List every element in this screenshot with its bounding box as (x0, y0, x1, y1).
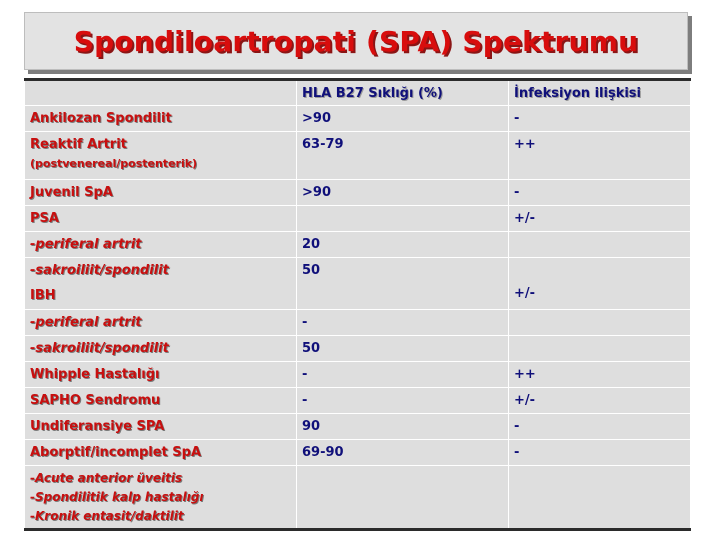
table-row (25, 388, 691, 414)
row-hla: 50 (297, 258, 509, 310)
row-hla: >90 (297, 180, 509, 206)
row-subtitle: IBH (30, 288, 56, 303)
row-hla: 20 (297, 232, 509, 258)
row-hla (297, 206, 509, 232)
table-row (25, 440, 691, 466)
slide-title: Spondiloartropati (SPA) Spektrumu (73, 25, 639, 58)
row-infection: +/- (509, 206, 691, 232)
table-row (25, 180, 691, 206)
table-row (25, 336, 691, 362)
row-infection: ++ (509, 362, 691, 388)
row-hla: 50 (297, 336, 509, 362)
row-infection: - (509, 106, 691, 132)
row-name: PSA (25, 206, 297, 232)
row-infection: - (509, 440, 691, 466)
table-row (25, 310, 691, 336)
row-name: -sakroiliit/spondilit (30, 263, 169, 278)
table-row (25, 106, 691, 132)
row-name: Whipple Hastalığı (25, 362, 297, 388)
row-name: Undiferansiye SPA (25, 414, 297, 440)
spa-table (24, 78, 690, 531)
row-infection: +/- (509, 388, 691, 414)
row-infection (509, 310, 691, 336)
header-infection: İnfeksiyon ilişkisi (509, 80, 691, 106)
table-row (25, 466, 691, 530)
header-cell-empty (25, 80, 297, 106)
row-infection: - (509, 414, 691, 440)
row-subtitle: (postvenereal/postenterik) (30, 157, 198, 170)
row-hla: - (297, 388, 509, 414)
row-name-cell (25, 258, 297, 310)
row-infection (509, 232, 691, 258)
header-hla-b27: HLA B27 Sıklığı (%) (297, 80, 509, 106)
row-infection (509, 336, 691, 362)
row-hla: 69-90 (297, 440, 509, 466)
row-name: Ankilozan Spondilit (25, 106, 297, 132)
row-name: Aborptif/incomplet SpA (25, 440, 297, 466)
row-hla: 90 (297, 414, 509, 440)
table-row (25, 132, 691, 180)
table-row (25, 232, 691, 258)
table-row (25, 206, 691, 232)
row-name: Juvenil SpA (25, 180, 297, 206)
row-name: -sakroiliit/spondilit (25, 336, 297, 362)
table-row (25, 414, 691, 440)
row-hla: >90 (297, 106, 509, 132)
row-name: -periferal artrit (25, 232, 297, 258)
row-name-cell (25, 466, 297, 530)
row-name: -periferal artrit (25, 310, 297, 336)
row-name: SAPHO Sendromu (25, 388, 297, 414)
row-infection: - (509, 180, 691, 206)
row-hla (297, 466, 509, 530)
row-line: -Acute anterior üveitis (30, 471, 183, 485)
table-header-row (25, 80, 691, 106)
row-hla: - (297, 310, 509, 336)
table-row (25, 258, 691, 310)
table-row (25, 362, 691, 388)
row-line: -Spondilitik kalp hastalığı (30, 490, 204, 504)
row-infection (509, 466, 691, 530)
row-name: Reaktif Artrit (30, 137, 127, 152)
row-infection: +/- (509, 258, 691, 310)
row-infection: ++ (509, 132, 691, 180)
row-hla: 63-79 (297, 132, 509, 180)
title-box (24, 12, 688, 70)
row-hla: - (297, 362, 509, 388)
row-line: -Kronik entasit/daktilit (30, 509, 184, 523)
row-name-cell (25, 132, 297, 180)
